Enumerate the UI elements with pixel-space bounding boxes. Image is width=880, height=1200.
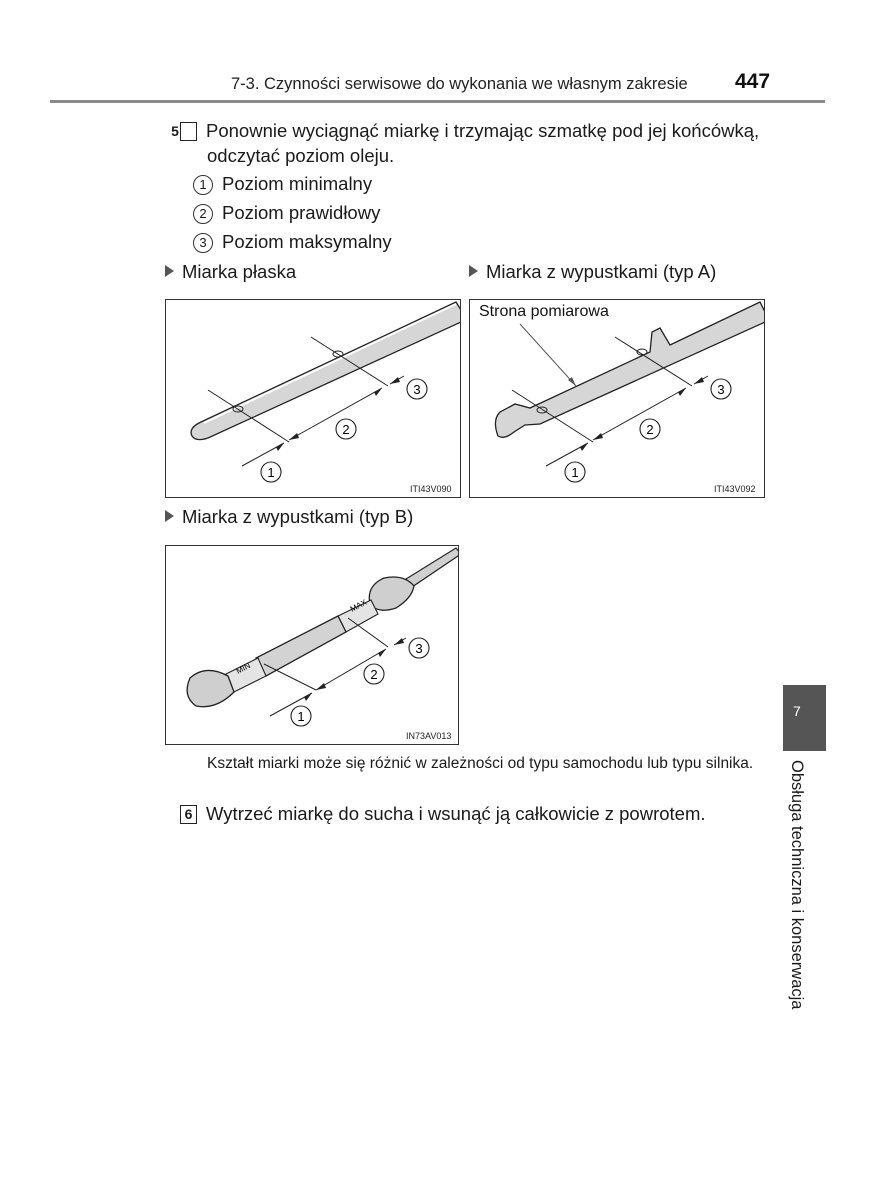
callout-3: 3 [413, 382, 421, 397]
list-item-max-level [193, 230, 392, 254]
max-mark: MAX [348, 597, 369, 614]
chapter-title: Obsługa techniczna i konserwacja [788, 760, 806, 1010]
type-a-dipstick-illustration [470, 300, 764, 497]
step-6 [180, 802, 780, 827]
heading-text: Miarka z wypustkami (typ A) [486, 261, 717, 282]
step-number-box: 5 [180, 122, 197, 141]
heading-text: Miarka z wypustkami (typ B) [182, 506, 414, 527]
measuring-side-label: Strona pomiarowa [479, 303, 609, 320]
figure-code: ITI43V090 [410, 484, 452, 494]
callout-number: 1 [193, 175, 213, 195]
figure-flat-dipstick [165, 299, 461, 498]
section-title: 7-3. Czynności serwisowe do wykonania we własnym zakresie [231, 75, 688, 93]
triangle-bullet-icon [165, 510, 174, 522]
figure-heading-flat [165, 260, 296, 284]
callout-1: 1 [297, 709, 305, 724]
callout-2: 2 [342, 422, 350, 437]
list-item-min-level [193, 172, 372, 196]
callout-3: 3 [717, 382, 725, 397]
list-item-correct-level [193, 201, 380, 225]
callout-number: 3 [193, 233, 213, 253]
triangle-bullet-icon [165, 265, 174, 277]
page-number: 447 [735, 70, 771, 93]
figure-type-b-dipstick [165, 545, 459, 745]
callout-1: 1 [267, 465, 275, 480]
figure-code: IN73AV013 [406, 731, 452, 741]
figure-code: ITI43V092 [714, 484, 756, 494]
type-b-dipstick-illustration [166, 546, 458, 744]
callout-2: 2 [370, 667, 378, 682]
triangle-bullet-icon [469, 265, 478, 277]
note-text: Kształt miarki może się różnić w zależności od typu samochodu lub typu silnika. [207, 755, 754, 772]
callout-2: 2 [646, 422, 654, 437]
step-text: Wytrzeć miarkę do sucha i wsunąć ją całkowicie z powrotem. [206, 803, 706, 824]
callout-3: 3 [415, 641, 423, 656]
step-text: Ponownie wyciągnąć miarkę i trzymając szmatkę pod jej końcówką, odczytać poziom oleju. [206, 120, 760, 166]
list-item-label: Poziom maksymalny [222, 231, 392, 252]
callout-1: 1 [571, 465, 579, 480]
figure-heading-type-a [469, 260, 716, 284]
header-divider [50, 100, 825, 103]
callout-number: 2 [193, 204, 213, 224]
list-item-label: Poziom minimalny [222, 173, 373, 194]
heading-text: Miarka płaska [182, 261, 297, 282]
min-mark: MIN [234, 660, 252, 676]
list-item-label: Poziom prawidłowy [222, 202, 381, 223]
figure-type-a-dipstick [469, 299, 765, 498]
chapter-tab [783, 685, 826, 751]
flat-dipstick-illustration [166, 300, 460, 497]
chapter-number: 7 [793, 703, 801, 719]
step-number-box: 6 [180, 805, 197, 824]
figure-heading-type-b [165, 505, 413, 529]
step-5 [171, 119, 780, 168]
